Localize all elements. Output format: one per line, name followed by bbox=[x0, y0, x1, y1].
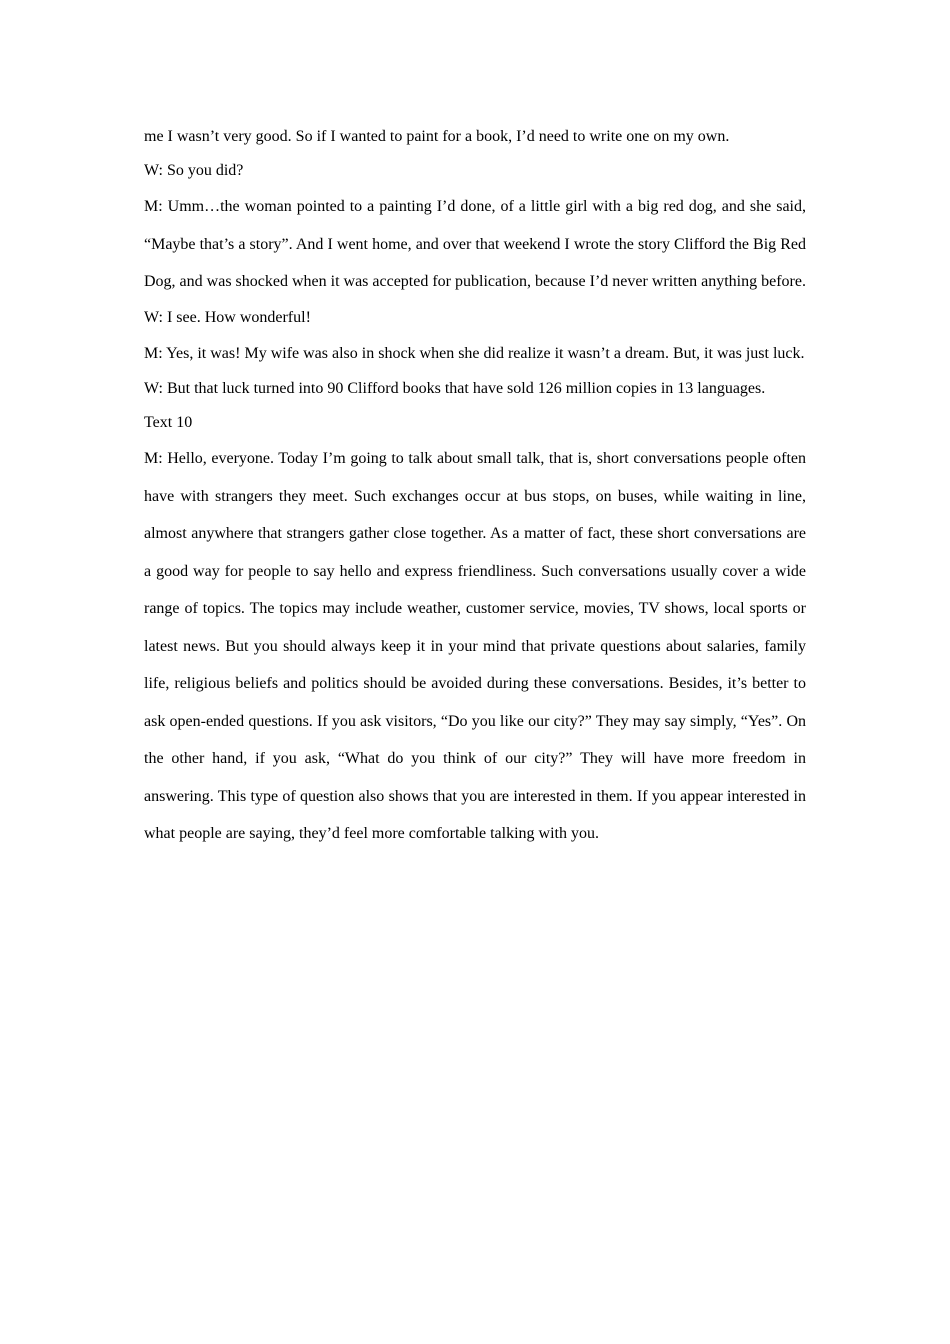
paragraph-continuation: me I wasn’t very good. So if I wanted to paint for a book, I’d need to write one on my own. bbox=[144, 128, 730, 145]
document-body bbox=[144, 126, 806, 853]
monologue-paragraph: M: Hello, everyone. Today I’m going to talk about small talk, that is, short conversations people often have with strangers they meet. Such exchanges occur at bus stops, on buses, while waiting in line, almost anywhere that strangers gather close together. As a matter of fact, these short conversations are a good way for people to say hello and express friendliness. Such conversations usually cover a wide range of topics. The topics may include weather, customer service, movies, TV shows, local sports or latest news. But you should always keep it in your mind that private questions about salaries, family life, religious beliefs and politics should be avoided during these conversations. Besides, it’s better to ask open-ended questions. If you ask visitors, “Do you like our city?” They may say simply, “Yes”. On the other hand, if you ask, “What do you think of our city?” They will have more freedom in answering. This type of question also shows that you are interested in them. If you appear interested in what people are saying, they’d feel more comfortable talking with you. bbox=[144, 450, 806, 842]
dialogue-line-man: M: Umm…the woman pointed to a painting I’d done, of a little girl with a big red dog, and she said, “Maybe that’s a story”. And I went home, and over that weekend I wrote the story Clifford the Big Red Dog, and was shocked when it was accepted for publication, because I’d never written anything before. bbox=[144, 198, 806, 290]
dialogue-line-man: M: Yes, it was! My wife was also in shock when she did realize it wasn’t a dream. But, it was just luck. bbox=[144, 344, 805, 362]
dialogue-line-woman: W: But that luck turned into 90 Clifford books that have sold 126 million copies in 13 languages. bbox=[144, 380, 766, 397]
dialogue-line-woman: W: So you did? bbox=[144, 162, 244, 179]
dialogue-line-woman: W: I see. How wonderful! bbox=[144, 308, 311, 326]
section-heading: Text 10 bbox=[144, 414, 193, 431]
